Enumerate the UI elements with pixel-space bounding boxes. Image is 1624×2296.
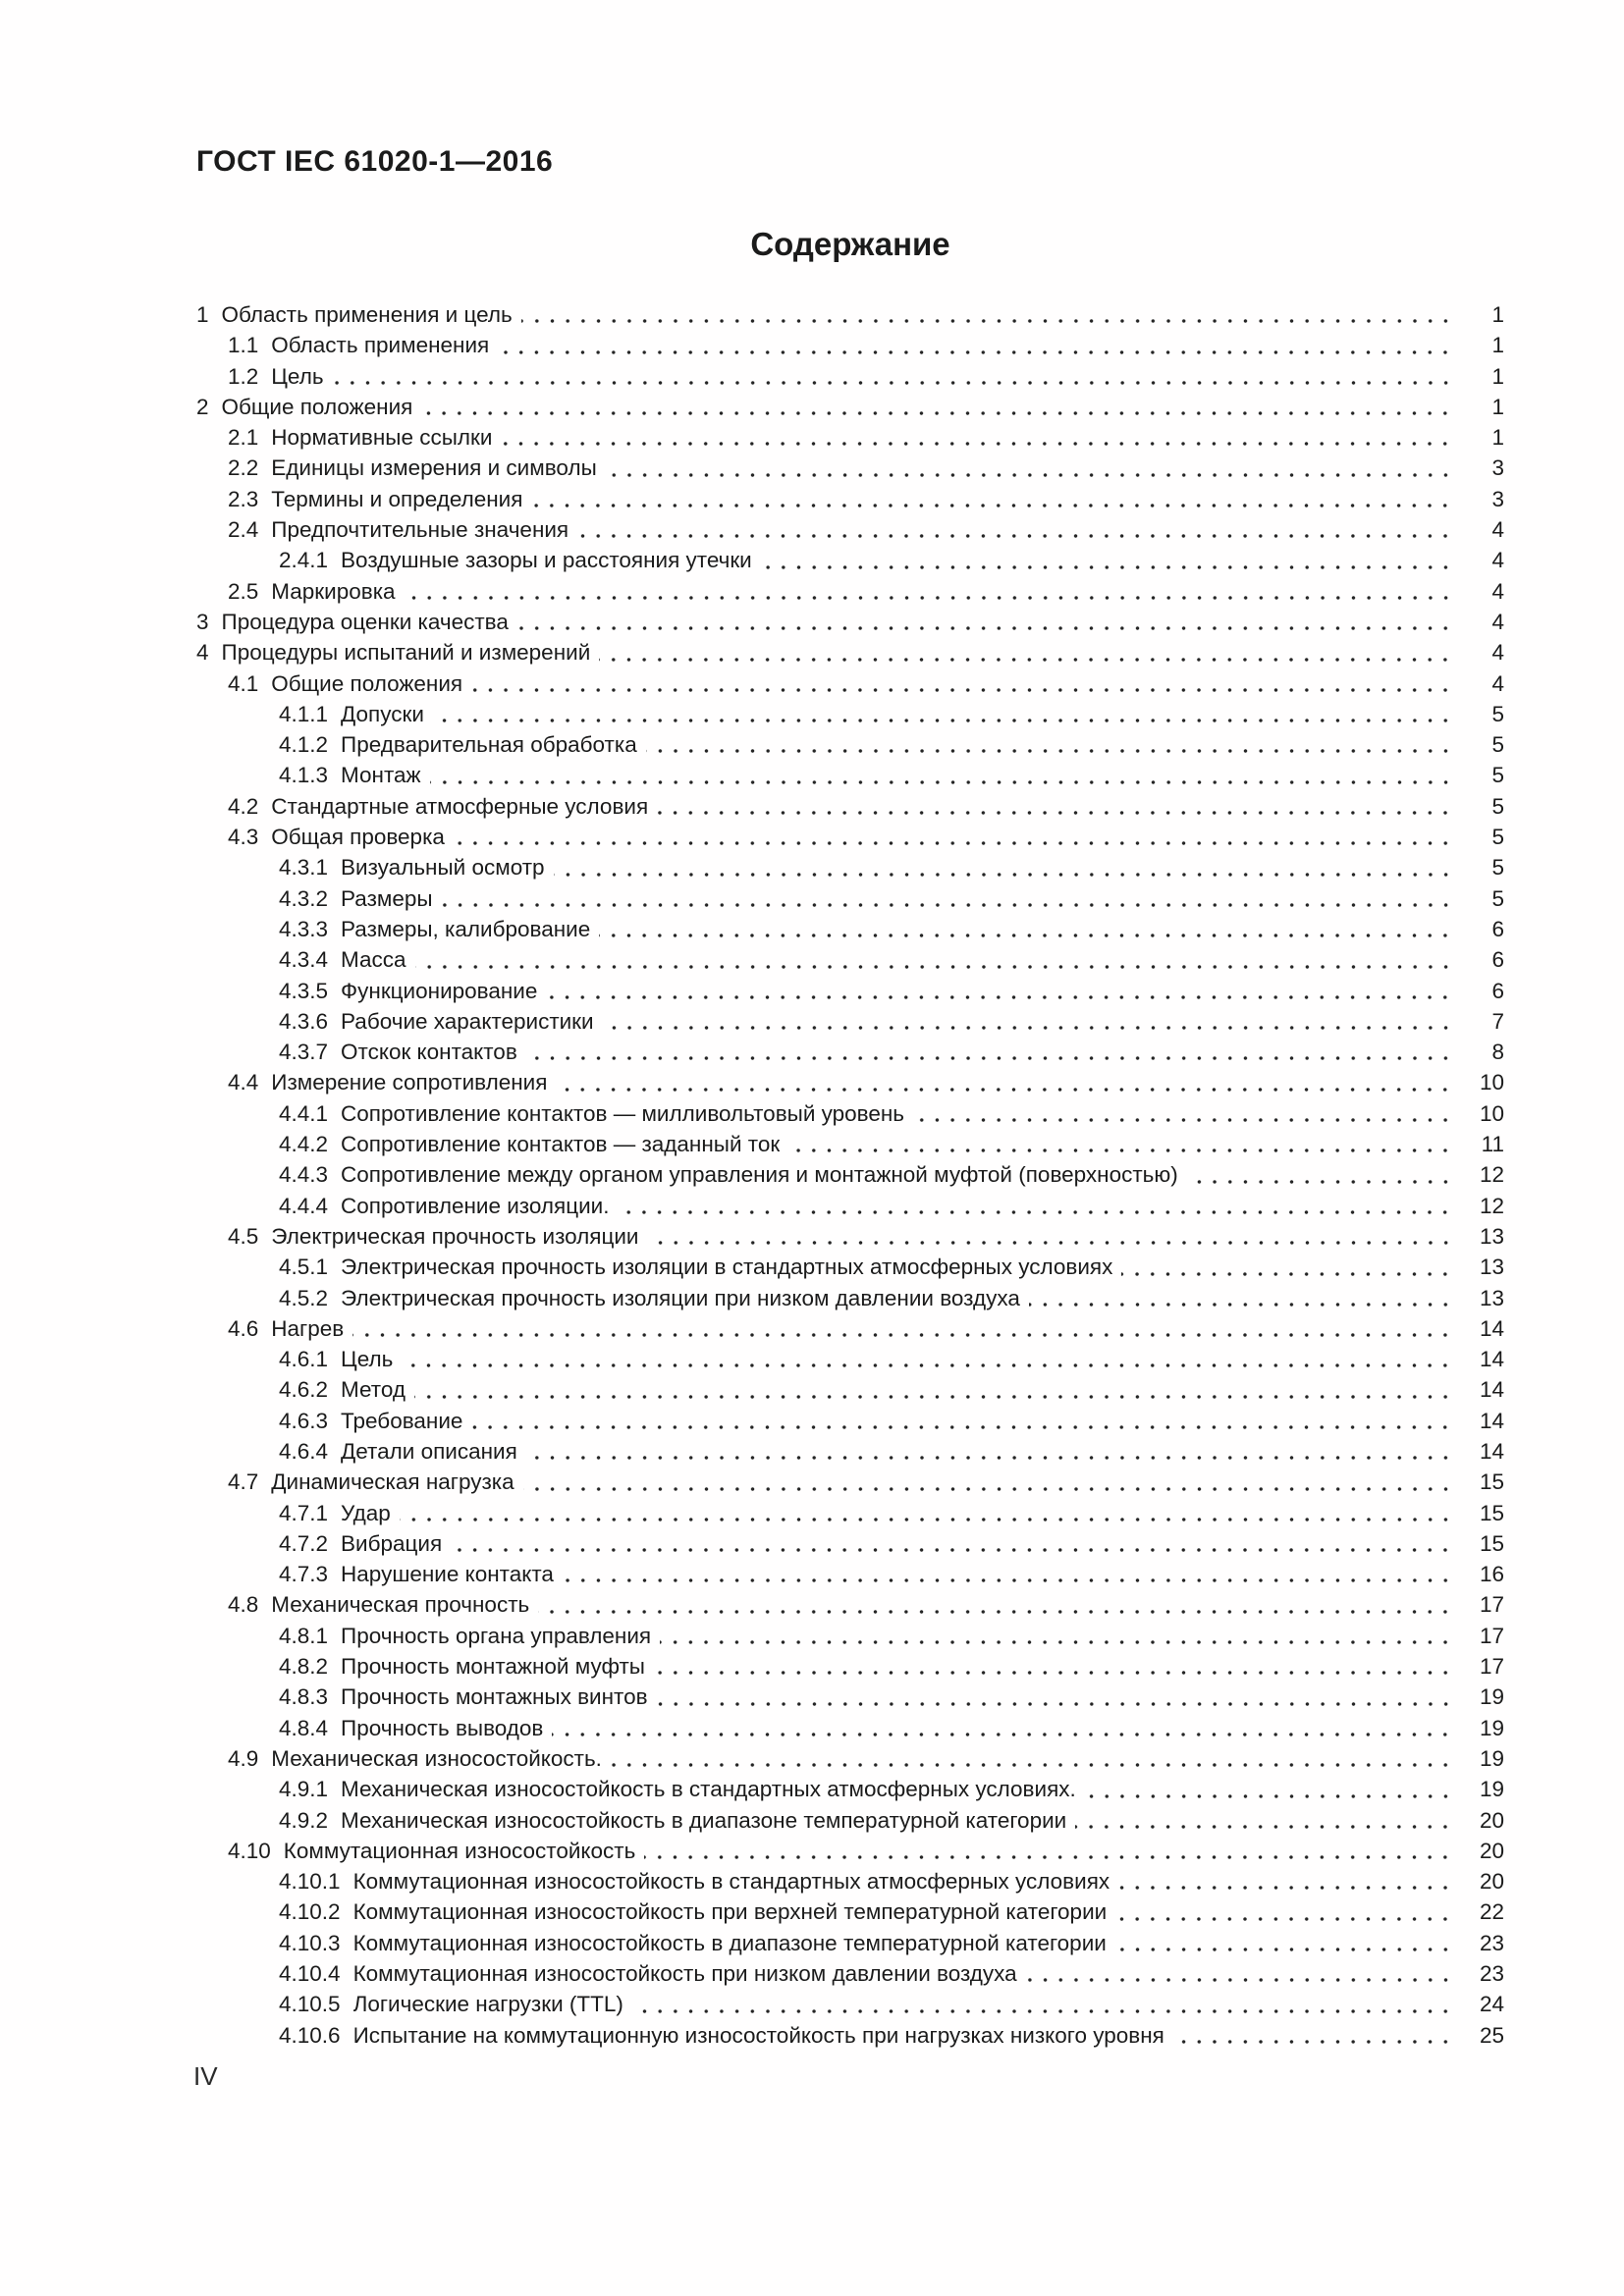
toc-entry-number: 4.7.1: [279, 1500, 329, 1525]
toc-entry-page: 6: [1491, 947, 1504, 973]
toc-entry-number: 4.2: [228, 793, 259, 819]
toc-entry-number: 4.1.3: [279, 763, 329, 788]
toc-entry-page: 13: [1479, 1223, 1504, 1249]
toc-entry-label: Общие положения: [221, 394, 413, 419]
toc-entry-page: 20: [1479, 1807, 1504, 1833]
toc-entry-page: 19: [1479, 1745, 1504, 1771]
toc-entry-label: Прочность органа управления: [341, 1623, 652, 1648]
toc-entry-number: 4.7: [228, 1469, 259, 1495]
toc-entry-label: Сопротивление между органом управления и монтажной муфтой (поверхностью): [341, 1162, 1178, 1188]
toc-entry-page: 14: [1479, 1315, 1504, 1341]
document-designation: ГОСТ IEC 61020-1—2016: [196, 145, 554, 178]
toc-entry-page: 11: [1481, 1132, 1504, 1157]
toc-entry: [196, 422, 1504, 453]
dot-leader: [526, 1037, 1453, 1067]
toc-entry-number: 4.9.1: [279, 1777, 329, 1802]
dot-leader: [1115, 1896, 1453, 1927]
toc-entry-label: Удар: [341, 1500, 391, 1525]
toc-entry-page: 12: [1479, 1193, 1504, 1218]
toc-entry-number: 4.1: [228, 670, 259, 696]
dot-leader: [471, 1406, 1453, 1436]
toc-entry-label: Область применения и цель: [221, 302, 513, 327]
toc-entry-label: Метод: [341, 1377, 406, 1403]
toc-entry-page: 14: [1479, 1347, 1504, 1372]
toc-entry-number: 4.10.2: [279, 1899, 341, 1925]
toc-entry-number: 4.10.5: [279, 1992, 341, 2017]
dot-leader: [498, 330, 1453, 360]
toc-entry-label: Общие положения: [271, 670, 463, 696]
toc-entry-page: 15: [1479, 1530, 1504, 1556]
toc-entry: [196, 1129, 1504, 1159]
toc-entry: [196, 1866, 1504, 1896]
toc-entry: [196, 1037, 1504, 1067]
toc-entry-label: Вибрация: [341, 1530, 443, 1556]
toc-entry-page: 20: [1479, 1838, 1504, 1863]
toc-entry-number: 4.3.1: [279, 855, 329, 881]
toc-entry-page: 14: [1479, 1377, 1504, 1403]
toc-entry-page: 17: [1479, 1592, 1504, 1618]
toc-entry-page: 23: [1479, 1961, 1504, 1987]
toc-entry-label: Механическая износостойкость в стандартных атмосферных условиях.: [341, 1777, 1076, 1802]
toc-entry-page: 12: [1479, 1162, 1504, 1188]
dot-leader: [599, 914, 1453, 944]
dot-leader: [1075, 1805, 1453, 1836]
toc-entry: [196, 1067, 1504, 1097]
toc-entry-page: 5: [1491, 763, 1504, 788]
toc-entry: [196, 914, 1504, 944]
toc-entry-label: Размеры: [341, 885, 433, 911]
toc-entry: [196, 1621, 1504, 1651]
toc-entry-number: 3: [196, 609, 209, 634]
dot-leader: [523, 1467, 1453, 1497]
toc-entry-page: 5: [1491, 732, 1504, 758]
toc-entry-number: 2.2: [228, 455, 259, 481]
toc-entry-page: 19: [1479, 1684, 1504, 1710]
toc-entry-number: 2.3: [228, 486, 259, 511]
toc-entry-number: 1.2: [228, 363, 259, 389]
dot-leader: [433, 699, 1453, 729]
toc-entry: [196, 1713, 1504, 1743]
toc-entry: [196, 484, 1504, 514]
toc-entry-page: 7: [1491, 1008, 1504, 1034]
toc-entry: [196, 699, 1504, 729]
toc-entry-label: Сопротивление контактов — заданный ток: [341, 1132, 781, 1157]
toc-entry: [196, 852, 1504, 882]
toc-entry-label: Коммутационная износостойкость: [283, 1838, 636, 1863]
toc-entry: [196, 545, 1504, 575]
toc-entry: [196, 361, 1504, 392]
dot-leader: [654, 1651, 1453, 1682]
toc-entry-page: 17: [1479, 1623, 1504, 1648]
toc-entry-page: 4: [1491, 517, 1504, 543]
dot-leader: [646, 729, 1453, 760]
toc-entry-page: 1: [1491, 302, 1504, 327]
toc-entry-number: 4.1.2: [279, 732, 329, 758]
dot-leader: [563, 1559, 1453, 1589]
toc-entry-label: Механическая износостойкость в диапазоне температурной категории: [341, 1807, 1067, 1833]
dot-leader: [577, 514, 1453, 545]
dot-leader: [644, 1836, 1453, 1866]
toc-entry-label: Стандартные атмосферные условия: [271, 793, 649, 819]
toc-entry-page: 5: [1491, 855, 1504, 881]
toc-entry: [196, 607, 1504, 637]
toc-entry: [196, 1836, 1504, 1866]
toc-entry-page: 14: [1479, 1408, 1504, 1433]
toc-entry-label: Воздушные зазоры и расстояния утечки: [341, 548, 752, 573]
dot-leader: [603, 1006, 1453, 1037]
dot-leader: [405, 576, 1453, 607]
toc-entry: [196, 330, 1504, 360]
dot-leader: [1121, 1252, 1453, 1282]
dot-leader: [414, 1374, 1453, 1405]
toc-entry: [196, 1682, 1504, 1712]
toc-entry: [196, 1436, 1504, 1467]
toc-entry-page: 1: [1491, 333, 1504, 358]
dot-leader: [1029, 1283, 1453, 1313]
toc-entry-page: 6: [1491, 916, 1504, 941]
toc-entry-page: 4: [1491, 670, 1504, 696]
dot-leader: [556, 1067, 1453, 1097]
toc-entry-number: 4.4.3: [279, 1162, 329, 1188]
toc-entry-label: Масса: [341, 947, 406, 973]
toc-entry: [196, 576, 1504, 607]
toc-entry-label: Сопротивление контактов — милливольтовый уровень: [341, 1100, 905, 1126]
toc-entry-number: 4.9.2: [279, 1807, 329, 1833]
toc-entry-page: 3: [1491, 455, 1504, 481]
toc-entry: [196, 1467, 1504, 1497]
toc-entry: [196, 1191, 1504, 1221]
toc-entry-number: 4.5.2: [279, 1285, 329, 1310]
toc-entry-label: Динамическая нагрузка: [271, 1469, 514, 1495]
toc-entry-label: Процедуры испытаний и измерений: [221, 640, 591, 666]
dot-leader: [606, 453, 1453, 483]
toc-entry-page: 19: [1479, 1715, 1504, 1740]
toc-entry-number: 4.5.1: [279, 1255, 329, 1280]
dot-leader: [352, 1313, 1453, 1344]
toc-entry-label: Предпочтительные значения: [271, 517, 569, 543]
dot-leader: [648, 1221, 1454, 1252]
dot-leader: [501, 422, 1453, 453]
toc-entry-page: 23: [1479, 1930, 1504, 1955]
toc-entry: [196, 883, 1504, 914]
dot-leader: [415, 944, 1453, 975]
toc-entry-number: 4.10.1: [279, 1869, 341, 1895]
toc-entry-number: 1.1: [228, 333, 259, 358]
toc-entry-number: 4.4.2: [279, 1132, 329, 1157]
toc-entry-number: 4.6.3: [279, 1408, 329, 1433]
toc-entry-page: 3: [1491, 486, 1504, 511]
toc-entry-label: Монтаж: [341, 763, 421, 788]
dot-leader: [1115, 1928, 1453, 1958]
toc-entry-label: Электрическая прочность изоляции в стандартных атмосферных условиях: [341, 1255, 1113, 1280]
toc-entry: [196, 1559, 1504, 1589]
dot-leader: [421, 392, 1453, 422]
dot-leader: [521, 299, 1453, 330]
toc-entry-label: Нагрев: [271, 1315, 345, 1341]
dot-leader: [788, 1129, 1453, 1159]
toc-entry-number: 4.6.2: [279, 1377, 329, 1403]
toc-entry: [196, 1528, 1504, 1559]
dot-leader: [333, 361, 1453, 392]
toc-entry-page: 15: [1479, 1469, 1504, 1495]
page-title: Содержание: [750, 226, 950, 262]
toc-entry-label: Процедура оценки качества: [221, 609, 509, 634]
toc-entry-number: 4.10.3: [279, 1930, 341, 1955]
toc-entry-label: Механическая прочность: [271, 1592, 530, 1618]
toc-entry-label: Цель: [341, 1347, 394, 1372]
toc-entry: [196, 453, 1504, 483]
toc-entry: [196, 1989, 1504, 2019]
toc-entry: [196, 1313, 1504, 1344]
toc-entry: [196, 1498, 1504, 1528]
toc-entry-number: 4.8.3: [279, 1684, 329, 1710]
toc-entry-number: 4.1.1: [279, 701, 329, 726]
toc-entry-number: 4.4: [228, 1070, 259, 1095]
toc-entry-page: 6: [1491, 978, 1504, 1003]
toc-entry-page: 25: [1479, 2022, 1504, 2048]
toc-entry-number: 2: [196, 394, 209, 419]
toc-entry-page: 19: [1479, 1777, 1504, 1802]
toc-entry-page: 17: [1479, 1654, 1504, 1680]
toc-entry-number: 4.4.4: [279, 1193, 329, 1218]
toc-entry-number: 4.3.2: [279, 885, 329, 911]
toc-entry: [196, 1805, 1504, 1836]
toc-entry: [196, 1774, 1504, 1804]
toc-entry: [196, 1344, 1504, 1374]
toc-entry: [196, 1896, 1504, 1927]
toc-entry: [196, 668, 1504, 699]
toc-entry-label: Размеры, калибрование: [341, 916, 591, 941]
toc-entry-number: 4.6: [228, 1315, 259, 1341]
dot-leader: [552, 1713, 1453, 1743]
toc-entry-label: Требование: [341, 1408, 463, 1433]
toc-entry-page: 13: [1479, 1285, 1504, 1310]
dot-leader: [554, 852, 1453, 882]
dot-leader: [1187, 1159, 1453, 1190]
toc-entry: [196, 514, 1504, 545]
toc-entry-label: Коммутационная износостойкость в стандартных атмосферных условиях: [352, 1869, 1110, 1895]
toc-entry-number: 4.6.4: [279, 1438, 329, 1464]
toc-entry-page: 5: [1491, 825, 1504, 850]
toc-entry-label: Сопротивление изоляции.: [341, 1193, 610, 1218]
toc-entry-page: 1: [1491, 394, 1504, 419]
toc-entry-label: Детали описания: [341, 1438, 517, 1464]
dot-leader: [402, 1344, 1453, 1374]
dot-leader: [618, 1191, 1453, 1221]
toc-entry-label: Нормативные ссылки: [271, 425, 493, 451]
toc-entry-page: 15: [1479, 1500, 1504, 1525]
toc-entry-label: Отскок контактов: [341, 1040, 517, 1065]
toc-entry: [196, 1958, 1504, 1989]
toc-entry-number: 2.4.1: [279, 548, 329, 573]
toc-entry-number: 4.10.6: [279, 2022, 341, 2048]
toc-entry: [196, 1252, 1504, 1282]
toc-entry-label: Термины и определения: [271, 486, 523, 511]
toc-entry-number: 4.8.4: [279, 1715, 329, 1740]
toc-entry-label: Измерение сопротивления: [271, 1070, 548, 1095]
toc-entry-number: 4.3.4: [279, 947, 329, 973]
dot-leader: [526, 1436, 1453, 1467]
dot-leader: [538, 1589, 1453, 1620]
dot-leader: [761, 545, 1453, 575]
dot-leader: [611, 1743, 1453, 1774]
toc-entry: [196, 637, 1504, 667]
toc-entry-page: 4: [1491, 640, 1504, 666]
toc-entry-page: 14: [1479, 1438, 1504, 1464]
toc-entry: [196, 1743, 1504, 1774]
toc-entry-number: 2.1: [228, 425, 259, 451]
toc-entry: [196, 822, 1504, 852]
toc-entry: [196, 1651, 1504, 1682]
dot-leader: [430, 760, 1453, 790]
toc-entry-number: 4.8.2: [279, 1654, 329, 1680]
toc-entry-label: Маркировка: [271, 578, 396, 604]
toc-entry: [196, 976, 1504, 1006]
toc-entry-label: Коммутационная износостойкость при низком давлении воздуха: [352, 1961, 1017, 1987]
toc-entry-label: Предварительная обработка: [341, 732, 637, 758]
dot-leader: [660, 1621, 1453, 1651]
dot-leader: [1085, 1774, 1453, 1804]
dot-leader: [1173, 2020, 1453, 2051]
toc-entry-page: 4: [1491, 609, 1504, 634]
toc-entry-label: Единицы измерения и символы: [271, 455, 597, 481]
toc-entry: [196, 1928, 1504, 1958]
toc-entry-label: Испытание на коммутационную износостойкость при нагрузках низкого уровня: [352, 2022, 1164, 2048]
toc-entry-page: 4: [1491, 578, 1504, 604]
toc-entry-number: 4.7.3: [279, 1562, 329, 1587]
toc-entry: [196, 1159, 1504, 1190]
toc-entry-number: 4.9: [228, 1745, 259, 1771]
toc-entry-number: 4.3: [228, 825, 259, 850]
toc-entry-number: 4.7.2: [279, 1530, 329, 1556]
toc-entry: [196, 944, 1504, 975]
toc-entry-label: Механическая износостойкость.: [271, 1745, 602, 1771]
dot-leader: [1118, 1866, 1453, 1896]
toc-list: [196, 299, 1504, 2051]
toc-entry-label: Коммутационная износостойкость в диапазоне температурной категории: [352, 1930, 1107, 1955]
toc-entry-page: 1: [1491, 425, 1504, 451]
toc-entry-label: Функционирование: [341, 978, 538, 1003]
toc-entry-label: Цель: [271, 363, 324, 389]
toc-entry-label: Нарушение контакта: [341, 1562, 554, 1587]
toc-entry-label: Область применения: [271, 333, 490, 358]
toc-entry: [196, 1589, 1504, 1620]
toc-entry-label: Логические нагрузки (TTL): [352, 1992, 623, 2017]
toc-entry-label: Общая проверка: [271, 825, 445, 850]
toc-entry-label: Допуски: [341, 701, 424, 726]
dot-leader: [599, 637, 1453, 667]
toc-entry-number: 2.5: [228, 578, 259, 604]
toc-entry-number: 4.5: [228, 1223, 259, 1249]
toc-entry-number: 4.3.7: [279, 1040, 329, 1065]
toc-entry-page: 1: [1491, 363, 1504, 389]
toc-entry-number: 4.4.1: [279, 1100, 329, 1126]
dot-leader: [471, 668, 1453, 699]
toc-entry-number: 4: [196, 640, 209, 666]
toc-entry-page: 16: [1479, 1562, 1504, 1587]
toc-entry-number: 4.3.5: [279, 978, 329, 1003]
toc-entry-label: Прочность монтажной муфты: [341, 1654, 645, 1680]
dot-leader: [546, 976, 1453, 1006]
dot-leader: [451, 1528, 1453, 1559]
toc-entry: [196, 1098, 1504, 1129]
toc-entry: [196, 760, 1504, 790]
toc-entry-number: 4.3.6: [279, 1008, 329, 1034]
toc-entry-number: 2.4: [228, 517, 259, 543]
toc-entry-page: 10: [1479, 1070, 1504, 1095]
toc-entry: [196, 1406, 1504, 1436]
dot-leader: [442, 883, 1453, 914]
toc-entry: [196, 2020, 1504, 2051]
toc-entry-page: 22: [1479, 1899, 1504, 1925]
toc-entry-page: 10: [1479, 1100, 1504, 1126]
toc-entry: [196, 392, 1504, 422]
toc-entry: [196, 1006, 1504, 1037]
toc-entry-label: Рабочие характеристики: [341, 1008, 594, 1034]
toc-entry-number: 4.8.1: [279, 1623, 329, 1648]
dot-leader: [531, 484, 1453, 514]
toc-entry-page: 5: [1491, 701, 1504, 726]
toc-entry-page: 4: [1491, 548, 1504, 573]
toc-entry-page: 20: [1479, 1869, 1504, 1895]
dot-leader: [1026, 1958, 1453, 1989]
toc-entry-number: 4.8: [228, 1592, 259, 1618]
toc-entry-label: Прочность выводов: [341, 1715, 544, 1740]
toc-entry-number: 4.10.4: [279, 1961, 341, 1987]
toc-entry-label: Прочность монтажных винтов: [341, 1684, 648, 1710]
toc-entry-page: 24: [1479, 1992, 1504, 2017]
toc-entry-label: Коммутационная износостойкость при верхней температурной категории: [352, 1899, 1108, 1925]
dot-leader: [657, 1682, 1453, 1712]
toc-entry-number: 4.3.3: [279, 916, 329, 941]
toc-entry: [196, 1283, 1504, 1313]
toc-entry-page: 8: [1491, 1040, 1504, 1065]
toc-entry-label: Визуальный осмотр: [341, 855, 545, 881]
toc-entry-page: 13: [1479, 1255, 1504, 1280]
dot-leader: [913, 1098, 1453, 1129]
toc-entry: [196, 1221, 1504, 1252]
toc-entry-number: 4.10: [228, 1838, 271, 1863]
toc-entry-label: Электрическая прочность изоляции: [271, 1223, 639, 1249]
toc-entry: [196, 791, 1504, 822]
dot-leader: [454, 822, 1453, 852]
footer-page-number: IV: [193, 2061, 218, 2091]
toc-entry: [196, 729, 1504, 760]
dot-leader: [517, 607, 1453, 637]
toc-entry-label: Электрическая прочность изоляции при низком давлении воздуха: [341, 1285, 1020, 1310]
dot-leader: [657, 791, 1453, 822]
dot-leader: [632, 1989, 1453, 2019]
toc-entry: [196, 299, 1504, 330]
dot-leader: [400, 1498, 1453, 1528]
toc-entry-page: 5: [1491, 793, 1504, 819]
toc-entry-page: 5: [1491, 885, 1504, 911]
toc-entry-number: 4.6.1: [279, 1347, 329, 1372]
toc-entry: [196, 1374, 1504, 1405]
toc-entry-number: 1: [196, 302, 209, 327]
